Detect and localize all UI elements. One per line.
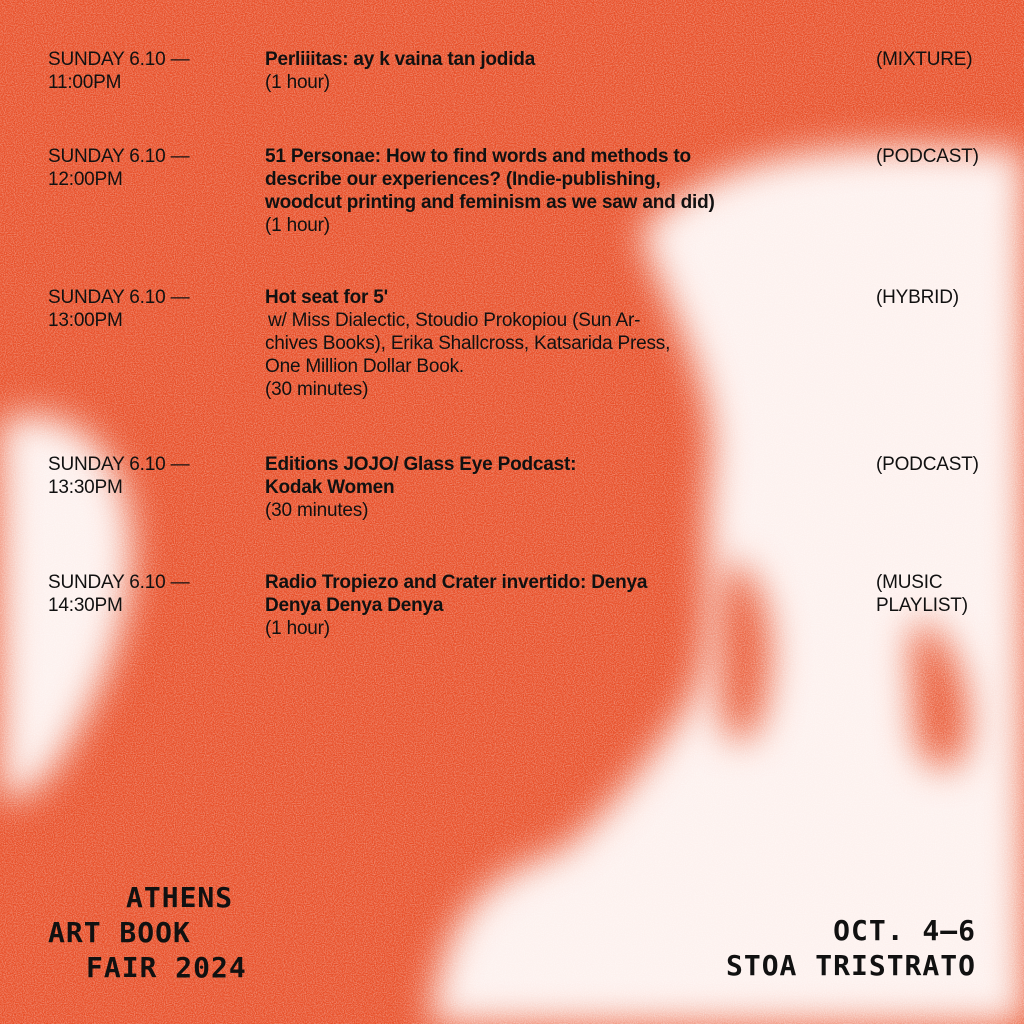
schedule-title: Editions JOJO/ Glass Eye Podcast: xyxy=(265,454,577,475)
schedule-type-label: (PODCAST) xyxy=(876,146,979,167)
schedule-type-label: PLAYLIST) xyxy=(876,595,968,616)
schedule-type-label: (MIXTURE) xyxy=(876,49,973,70)
schedule-title: 51 Personae: How to find words and methods to xyxy=(265,146,691,167)
schedule-time: 13:00PM xyxy=(48,310,123,331)
schedule-duration: (30 minutes) xyxy=(265,379,369,400)
schedule-day: SUNDAY 6.10 — xyxy=(48,146,190,167)
schedule-datetime xyxy=(48,286,248,332)
schedule-title: Kodak Women xyxy=(265,477,395,498)
schedule-title: Perliiitas: ay k vaina tan jodida xyxy=(265,49,536,70)
schedule-type xyxy=(876,286,1016,309)
logo-line-fair-year: FAIR 2024 xyxy=(86,951,247,984)
schedule-duration: (1 hour) xyxy=(265,618,330,639)
schedule-type xyxy=(876,48,1016,71)
schedule-day: SUNDAY 6.10 — xyxy=(48,287,190,308)
schedule-title: woodcut printing and feminism as we saw and did) xyxy=(265,192,715,213)
schedule-title: describe our experiences? (Indie-publishing, xyxy=(265,169,661,190)
schedule-type-label: (MUSIC xyxy=(876,572,943,593)
schedule-title: Hot seat for 5' xyxy=(265,287,388,308)
schedule-type xyxy=(876,453,1016,476)
schedule-type-label: (HYBRID) xyxy=(876,287,959,308)
schedule-type xyxy=(876,571,1016,617)
fair-logo xyxy=(48,880,247,985)
schedule-type-label: (PODCAST) xyxy=(876,454,979,475)
schedule-description xyxy=(265,48,825,94)
schedule-participants: One Million Dollar Book. xyxy=(265,356,465,377)
event-dates: OCT. 4–6 xyxy=(833,914,976,947)
schedule-time: 13:30PM xyxy=(48,477,123,498)
schedule-time: 12:00PM xyxy=(48,169,123,190)
event-venue: STOA TRISTRATO xyxy=(725,949,976,982)
schedule-title: Denya Denya Denya xyxy=(265,595,444,616)
schedule-duration: (1 hour) xyxy=(265,215,330,236)
schedule-description xyxy=(265,286,825,401)
schedule-duration: (1 hour) xyxy=(265,72,330,93)
schedule-description xyxy=(265,145,825,237)
schedule-datetime xyxy=(48,48,248,94)
schedule-datetime xyxy=(48,571,248,617)
schedule-day: SUNDAY 6.10 — xyxy=(48,454,190,475)
schedule-datetime xyxy=(48,453,248,499)
schedule-description xyxy=(265,453,825,522)
schedule-type xyxy=(876,145,1016,168)
schedule-participants: chives Books), Erika Shallcross, Katsarida Press, xyxy=(265,333,671,354)
schedule-day: SUNDAY 6.10 — xyxy=(48,49,190,70)
schedule-duration: (30 minutes) xyxy=(265,500,369,521)
schedule-day: SUNDAY 6.10 — xyxy=(48,572,190,593)
schedule-datetime xyxy=(48,145,248,191)
schedule-participants: w/ Miss Dialectic, Stoudio Prokopiou (Sun Ar- xyxy=(268,310,641,331)
schedule-title: Radio Tropiezo and Crater invertido: Denya xyxy=(265,572,648,593)
logo-line-athens: ATHENS xyxy=(126,881,234,914)
logo-line-art-book: ART BOOK xyxy=(48,916,191,949)
schedule-time: 14:30PM xyxy=(48,595,123,616)
event-info xyxy=(726,913,976,983)
schedule-description xyxy=(265,571,825,640)
schedule-time: 11:00PM xyxy=(48,72,122,93)
